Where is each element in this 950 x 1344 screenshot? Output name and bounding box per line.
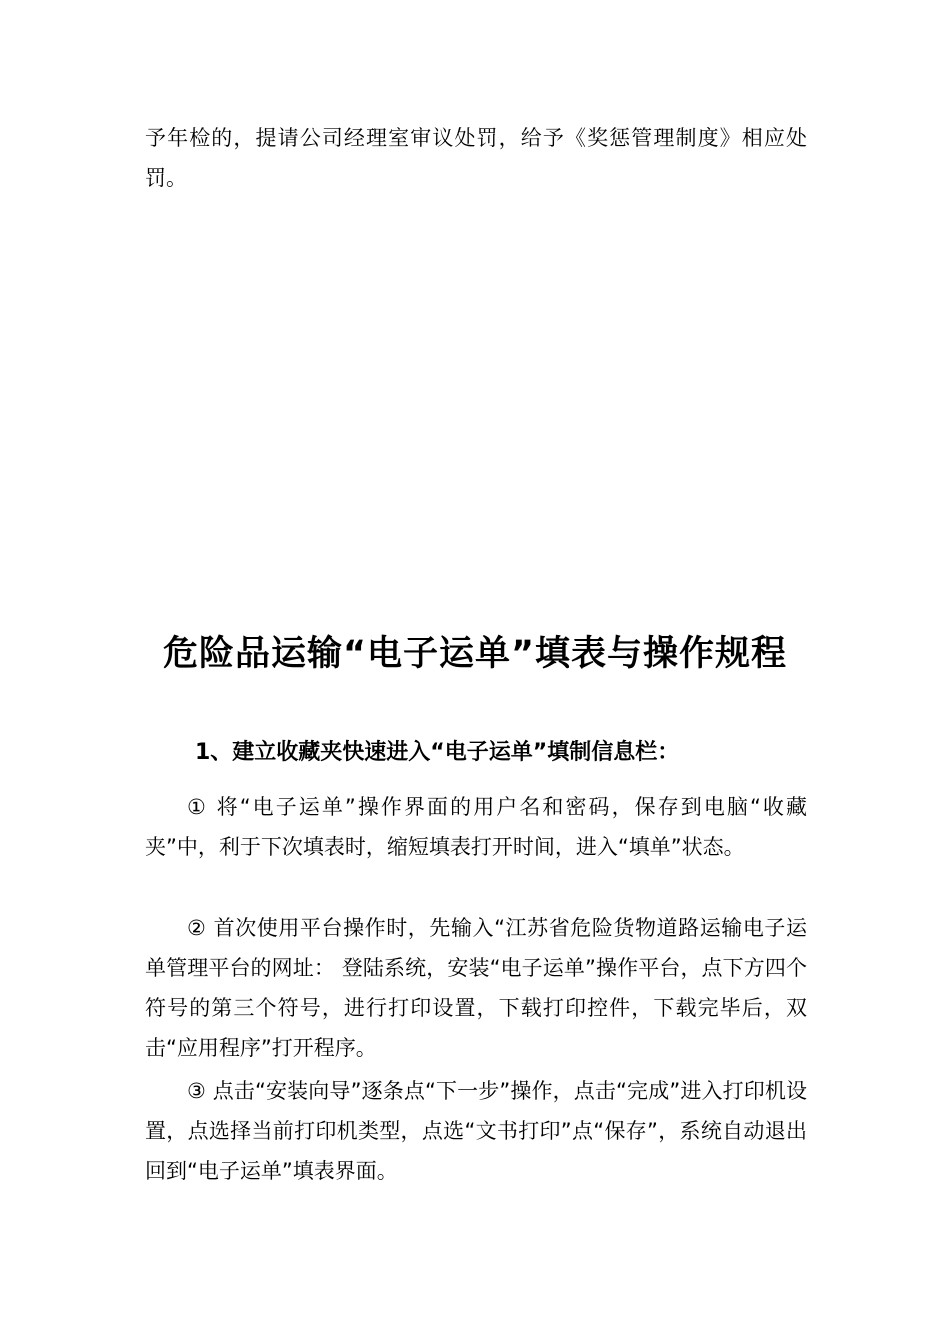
continuation-paragraph: 予年检的，提请公司经理室审议处罚，给予《奖惩管理制度》相应处罚。 [145, 126, 807, 190]
step-3-paragraph: ③ 点击“安装向导”逐条点“下一步”操作，点击“完成”进入打印机设置，点选择当前打印机类型，点选“文书打印”点“保存”，系统自动退出回到“电子运单”填表界面。 [145, 1079, 807, 1183]
step-1-paragraph: ① 将“电子运单”操作界面的用户名和密码，保存到电脑“收藏夹”中，利于下次填表时，缩短填表打开时间，进入“填单”状态。 [145, 795, 807, 859]
step-2-paragraph: ② 首次使用平台操作时，先输入“江苏省危险货物道路运输电子运单管理平台的网址： 登陆系统，安装“电子运单”操作平台，点下方四个符号的第三个符号，进行打印设置，下载打印控件，下载完毕后，双击“应用程序”打开程序。 [145, 916, 807, 1060]
section-1-heading: 1、建立收藏夹快速进入“电子运单”填制信息栏： [195, 740, 680, 765]
document-title: 危险品运输“电子运单”填表与操作规程 [162, 634, 787, 674]
